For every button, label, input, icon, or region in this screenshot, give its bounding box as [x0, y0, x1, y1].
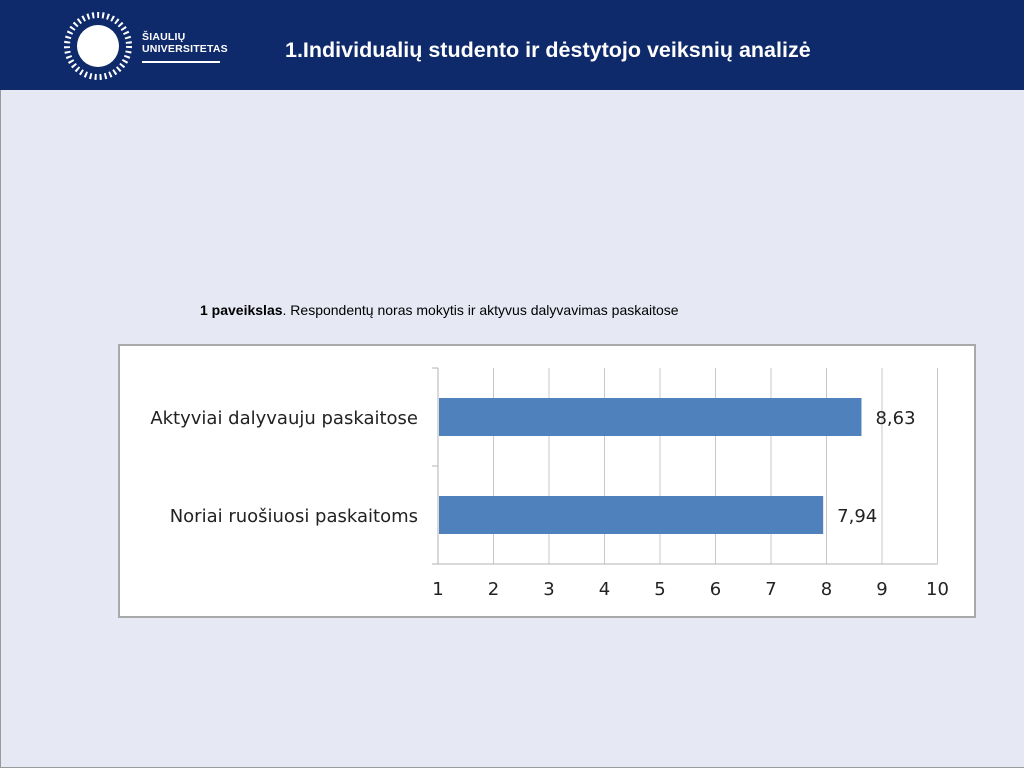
bar — [439, 398, 861, 436]
data-label: 7,94 — [837, 506, 878, 527]
figure-caption-text: . Respondentų noras mokytis ir aktyvus dalyvavimas paskaitose — [282, 302, 679, 318]
x-tick-label: 10 — [926, 579, 949, 600]
x-tick-label: 8 — [820, 579, 833, 600]
x-tick-label: 4 — [598, 579, 611, 600]
bar — [439, 496, 823, 534]
x-tick-label: 2 — [487, 579, 500, 600]
x-tick-label: 9 — [876, 579, 888, 600]
page-title: 1.Individualių studento ir dėstytojo veiksnių analizė — [285, 38, 811, 62]
figure-caption-number: 1 paveikslas — [200, 302, 283, 318]
logo-underline — [142, 61, 220, 63]
header-bar — [0, 0, 1024, 90]
category-label: Noriai ruošiuosi paskaitoms — [169, 506, 418, 527]
bar-chart — [120, 346, 974, 616]
x-tick-label: 3 — [543, 579, 555, 600]
x-tick-label: 7 — [765, 579, 777, 600]
logo-line-2: UNIVERSITETAS — [142, 43, 228, 55]
category-label: Aktyviai dalyvauju paskaitose — [150, 408, 418, 429]
chart-container — [118, 344, 976, 618]
data-label: 8,63 — [875, 408, 916, 429]
university-logo-icon — [62, 10, 134, 82]
x-tick-label: 6 — [709, 579, 722, 600]
logo-text — [142, 31, 228, 55]
logo-line-1: ŠIAULIŲ — [142, 31, 186, 43]
x-tick-label: 5 — [654, 579, 666, 600]
x-tick-label: 1 — [432, 579, 444, 600]
figure-caption — [200, 302, 679, 318]
